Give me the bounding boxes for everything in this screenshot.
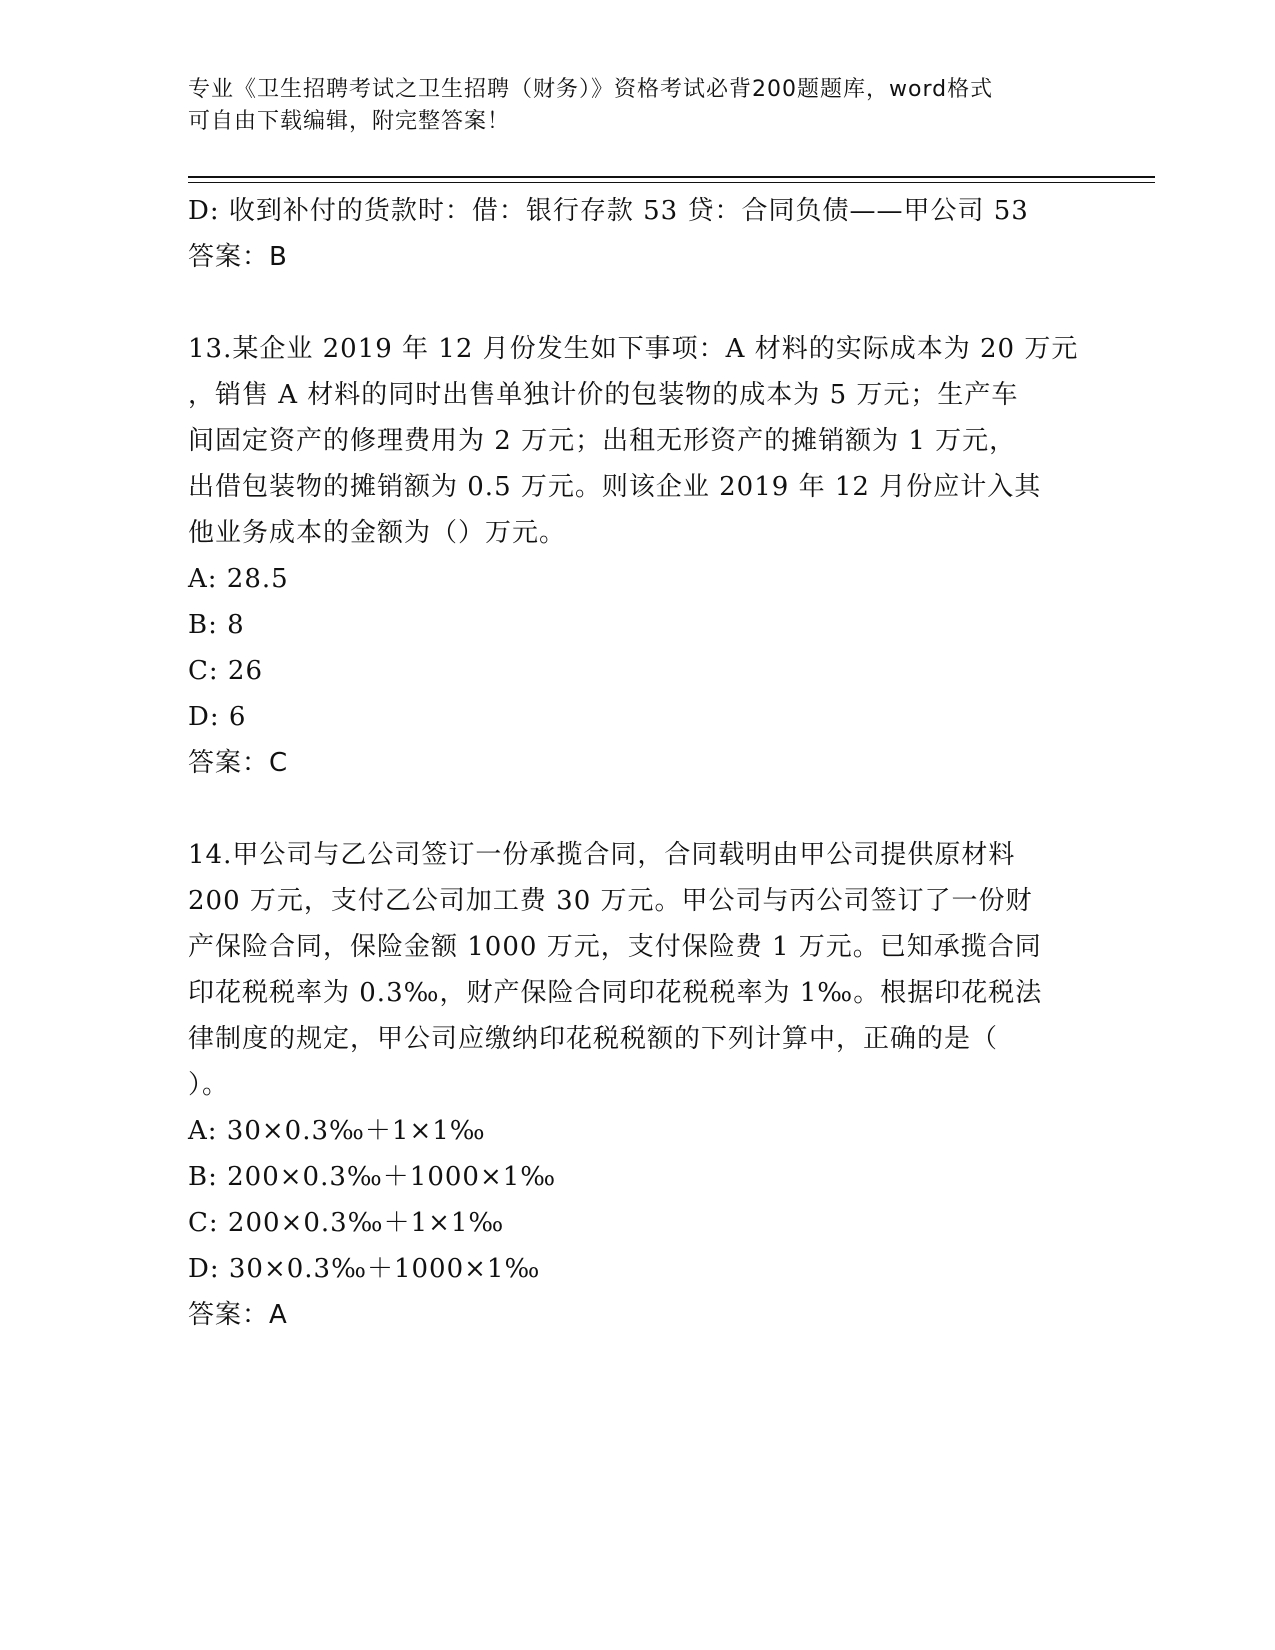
question-13-text-line: 他业务成本的金额为（）万元。 — [188, 518, 567, 548]
question-14-text-line: 印花税税率为 0.3‰，财产保险合同印花税税率为 1‰。根据印花税法 — [188, 978, 1043, 1008]
question-13-option-b: B: 8 — [188, 610, 245, 640]
previous-question-option-d: D: 收到补付的货款时：借：银行存款 53 贷：合同负债——甲公司 53 — [188, 196, 1029, 226]
spacer — [188, 786, 1088, 832]
question-13 — [188, 326, 1088, 786]
previous-question-answer: 答案：B — [188, 242, 288, 272]
question-13-text-line: 出借包装物的摊销额为 0.5 万元。则该企业 2019 年 12 月份应计入其 — [188, 472, 1042, 502]
spacer — [188, 280, 1088, 326]
header-line-1: 专业《卫生招聘考试之卫生招聘（财务）》资格考试必背200题题库，word格式 — [188, 77, 994, 102]
header-line-2: 可自由下载编辑，附完整答案！ — [188, 109, 511, 134]
question-13-option-d: D: 6 — [188, 702, 247, 732]
question-14 — [188, 832, 1088, 1338]
question-14-option-b: B: 200×0.3‰＋1000×1‰ — [188, 1162, 557, 1192]
question-13-answer: 答案：C — [188, 748, 289, 778]
question-14-text-line: 产保险合同，保险金额 1000 万元，支付保险费 1 万元。已知承揽合同 — [188, 932, 1042, 962]
question-13-text-line: 间固定资产的修理费用为 2 万元；出租无形资产的摊销额为 1 万元， — [188, 426, 1017, 456]
question-14-answer: 答案：A — [188, 1300, 288, 1330]
question-14-text-line: 200 万元，支付乙公司加工费 30 万元。甲公司与丙公司签订了一份财 — [188, 886, 1033, 916]
question-13-text-line: ，销售 A 材料的同时出售单独计价的包装物的成本为 5 万元；生产车 — [188, 380, 1019, 410]
header-divider-thin — [188, 182, 1155, 183]
document-header — [188, 74, 1068, 138]
question-14-text-line: ）。 — [188, 1070, 230, 1100]
question-14-option-d: D: 30×0.3‰＋1000×1‰ — [188, 1254, 541, 1284]
question-14-text-line: 14.甲公司与乙公司签订一份承揽合同，合同载明由甲公司提供原材料 — [188, 840, 1016, 870]
question-13-text-line: 13.某企业 2019 年 12 月份发生如下事项：A 材料的实际成本为 20 万元 — [188, 334, 1079, 364]
question-13-option-a: A: 28.5 — [188, 564, 289, 594]
question-14-option-c: C: 200×0.3‰＋1×1‰ — [188, 1208, 505, 1238]
question-14-option-a: A: 30×0.3‰＋1×1‰ — [188, 1116, 486, 1146]
question-13-option-c: C: 26 — [188, 656, 264, 686]
header-divider-thick — [188, 176, 1155, 178]
document-body — [188, 188, 1088, 1338]
question-14-text-line: 律制度的规定，甲公司应缴纳印花税税额的下列计算中，正确的是（ — [188, 1024, 999, 1054]
